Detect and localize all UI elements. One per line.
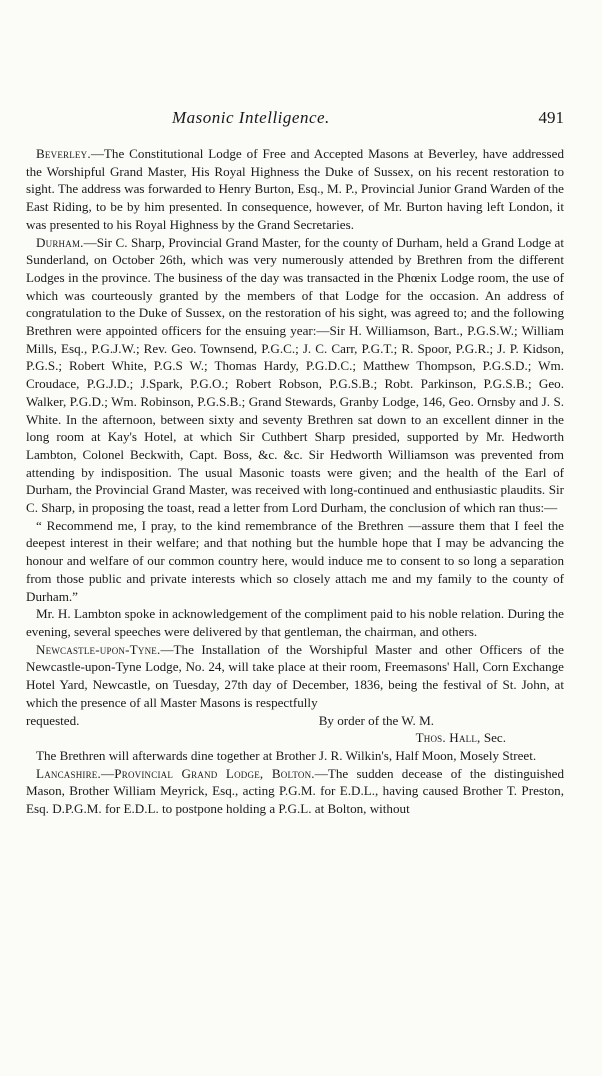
by-order-text: By order of the W. M. [318,712,434,728]
paragraph-lancashire [26,765,564,818]
heading-newcastle: Newcastle-upon-Tyne. [36,641,161,657]
order-line [26,712,564,730]
article-body [26,145,564,818]
heading-lancashire: Lancashire. [36,765,101,781]
paragraph-newcastle [26,641,564,712]
signature-role: Sec. [480,730,506,746]
quote-lord-durham: “ Recommend me, I pray, to the kind remembrance of the Brethren —assure them that I feel the deepest interest in their welfare; and that nothing but the humble hope that I may be advancing the honour and welfare of our common country here, would induce me to consent to so long a separation from those public and private interests which so closely attach me and my family to the county of Durham.” [26,517,564,604]
text-newcastle: —The Installation of the Worshipful Master and other Officers of the Newcastle-upon-Tyne Lodge, No. 24, will take place at their room, Freemasons' Hall, Corn Exchange Hotel Yard, Newcastle, on Tuesday, 27th day of December, 1836, being the festival of St. John, at which the presence of all Master Masons is respectfully [26,641,564,710]
page-number: 491 [538,108,564,127]
requested-text: requested. [26,712,80,728]
signature-line [26,729,564,747]
page-header [26,108,564,132]
running-title: Masonic Intelligence. [172,108,330,127]
text-durham: —Sir C. Sharp, Provincial Grand Master, for the county of Durham, held a Grand Lodge at Sunderland, on October 26th, which was very numerously attended by Brethren from the different Lodges in the province. The business of the day was transacted in the Phœnix Lodge room, the use of which was courteously granted by the members of that Lodge for the occasion. An address of congratulation to the Duke of Sussex, on the restoration of his sight, was agreed to; and the following Brethren were appointed officers for the ensuing year:—Sir H. Williamson, Bart., P.G.S.W.; William Mills, Esq., P.G.J.W.; Rev. Geo. Townsend, P.G.C.; J. C. Carr, P.G.T.; R. Spoor, P.G.R.; J. P. Kidson, P.G.S.; Robert White, P.G.S W.; Thomas Hardy, P.G.D.C.; Matthew Thompson, P.G.S.D.; Wm. Croudace, P.G.J.D.; J.Spark, P.G.O.; Robert Robson, P.G.S.B.; Robt. Parkinson, P.G.S.B.; Geo. Walker, P.G.D.; Wm. Robinson, P.G.S.B.; Grand Stewards, Granby Lodge, 146, Geo. Ornsby and J. S. White. In the afternoon, between sixty and seventy Brethren sat down to an excellent dinner in the long room at Kay's Hotel, at which Sir Cuthbert Sharp presided, supported by Mr. Hedworth Lambton, Colonel Beckwith, Capt. Boss, &c. &c. Sir Hedworth Williamson was prevented from attending by indisposition. The usual Masonic toasts were given; and the health of the Earl of Durham, the Provincial Grand Master, was received with long-continued and enthusiastic plaudits. Sir C. Sharp, in proposing the toast, read a letter from Lord Durham, the conclusion of which ran thus:— [26,234,564,516]
paragraph-durham [26,234,564,517]
text-beverley: —The Constitutional Lodge of Free and Accepted Masons at Beverley, have addressed the Worshipful Grand Master, His Royal Highness the Duke of Sussex, on his recent restoration to sight. The address was forwarded to Henry Burton, Esq., M. P., Provincial Junior Grand Warden of the East Riding, to be by him presented. In consequence, however, of Mr. Burton having left London, it was presented to his Royal Highness by the Grand Secretaries. [26,146,564,232]
signature-name: Thos. Hall, [415,730,481,746]
heading-durham: Durham. [36,234,84,250]
text-lancashire: —The sudden decease of the distinguished Mason, Brother William Meyrick, Esq., acting P.G.M. for E.D.L., having caused Brother T. Preston, Esq. D.P.G.M. for E.D.L. to postpone holding a P.G.L. at Bolton, without [26,765,564,817]
paragraph-dinner: The Brethren will afterwards dine together at Brother J. R. Wilkin's, Half Moon, Mosely Street. [36,747,537,763]
subheading-lancashire: —Provincial Grand Lodge, Bolton. [100,765,315,781]
paragraph-beverley [26,145,564,234]
heading-beverley: Beverley. [36,146,91,161]
paragraph-lambton: Mr. H. Lambton spoke in acknowledgement of the compliment paid to his noble relation. During the evening, several speeches were delivered by that gentleman, the chairman, and others. [26,606,564,639]
